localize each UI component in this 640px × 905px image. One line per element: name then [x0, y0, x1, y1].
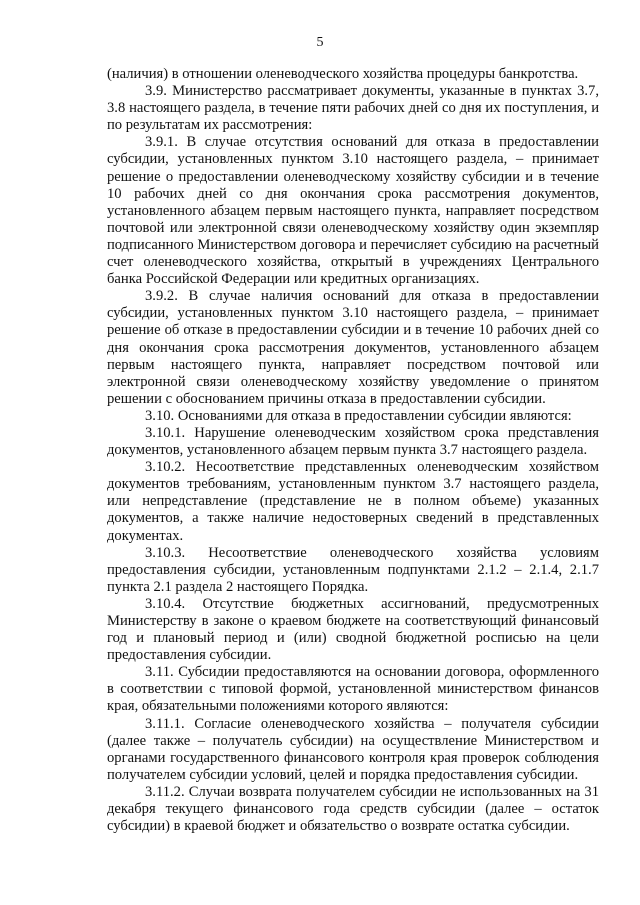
paragraph: 3.9. Министерство рассматривает документы, указанные в пунктах 3.7, 3.8 настоящего раздела, в течение пяти рабочих дней со дня их поступления, и по результатам их рассмотрения:: [107, 83, 599, 134]
paragraph: 3.9.2. В случае наличия оснований для отказа в предоставлении субсидии, установленных пунктом 3.10 настоящего раздела, – принимает решение об отказе в предоставлении субсидии и в течение 10 рабочих дней со дня окончания срока рассмотрения документов, установленного абзацем первым настоящего пункта, направляет посредством почтовой или электронной связи оленеводческому хозяйству уведомление о принятом решении с обоснованием причины отказа в предоставлении субсидии.: [107, 288, 599, 407]
paragraph: 3.10. Основаниями для отказа в предоставлении субсидии являются:: [145, 407, 572, 424]
page-number: 5: [316, 35, 324, 50]
paragraph: 3.11.1. Согласие оленеводческого хозяйства – получателя субсидии (далее также – получатель субсидии) на осуществление Министерством и органами государственного финансового контроля края проверок соблюдения получателем субсидии условий, целей и порядка предоставления субсидии.: [107, 715, 599, 783]
paragraph: 3.11. Субсидии предоставляются на основании договора, оформленного в соответствии с типовой формой, установленной министерством финансов края, обязательными положениями которого являются:: [107, 664, 599, 715]
document-body: [107, 66, 599, 835]
paragraph: 3.10.2. Несоответствие представленных оленеводческим хозяйством документов требованиям, установленным пунктом 3.7 настоящего раздела, или непредставление (представление не в полном объеме) указанных документов, а также наличие недостоверных сведений в представленных документах.: [107, 459, 599, 544]
paragraph: 3.10.3. Несоответствие оленеводческого хозяйства условиям предоставления субсидии, установленным подпунктами 2.1.2 – 2.1.4, 2.1.7 пункта 2.1 раздела 2 настоящего Порядка.: [107, 544, 599, 595]
paragraph: 3.10.4. Отсутствие бюджетных ассигнований, предусмотренных Министерству в законе о краевом бюджете на соответствующий финансовый год и плановый период и (или) сводной бюджетной росписью на цели предоставления субсидии.: [107, 595, 599, 664]
paragraph: 3.10.1. Нарушение оленеводческим хозяйством срока представления документов, установленного абзацем первым пункта 3.7 настоящего раздела.: [107, 424, 599, 459]
paragraph: 3.11.2. Случаи возврата получателем субсидии не использованных на 31 декабря текущего финансового года средств субсидии (далее – остаток субсидии) в краевой бюджет и обязательство о возврате остатка субсидии.: [107, 783, 599, 835]
paragraph: 3.9.1. В случае отсутствия оснований для отказа в предоставлении субсидии, установленных пунктом 3.10 настоящего раздела, – принимает решение о предоставлении оленеводческому хозяйству субсидии и в течение 10 рабочих дней со дня окончания срока рассмотрения документов, установленного абзацем первым настоящего пункта, направляет посредством почтовой или электронной связи оленеводческому хозяйству один экземпляр подписанного Министерством договора и перечисляет субсидию на расчетный счет оленеводческого хозяйства, открытый в учреждениях Центрального банка Российской Федерации или кредитных организациях.: [107, 134, 599, 288]
paragraph: (наличия) в отношении оленеводческого хозяйства процедуры банкротства.: [107, 66, 579, 82]
